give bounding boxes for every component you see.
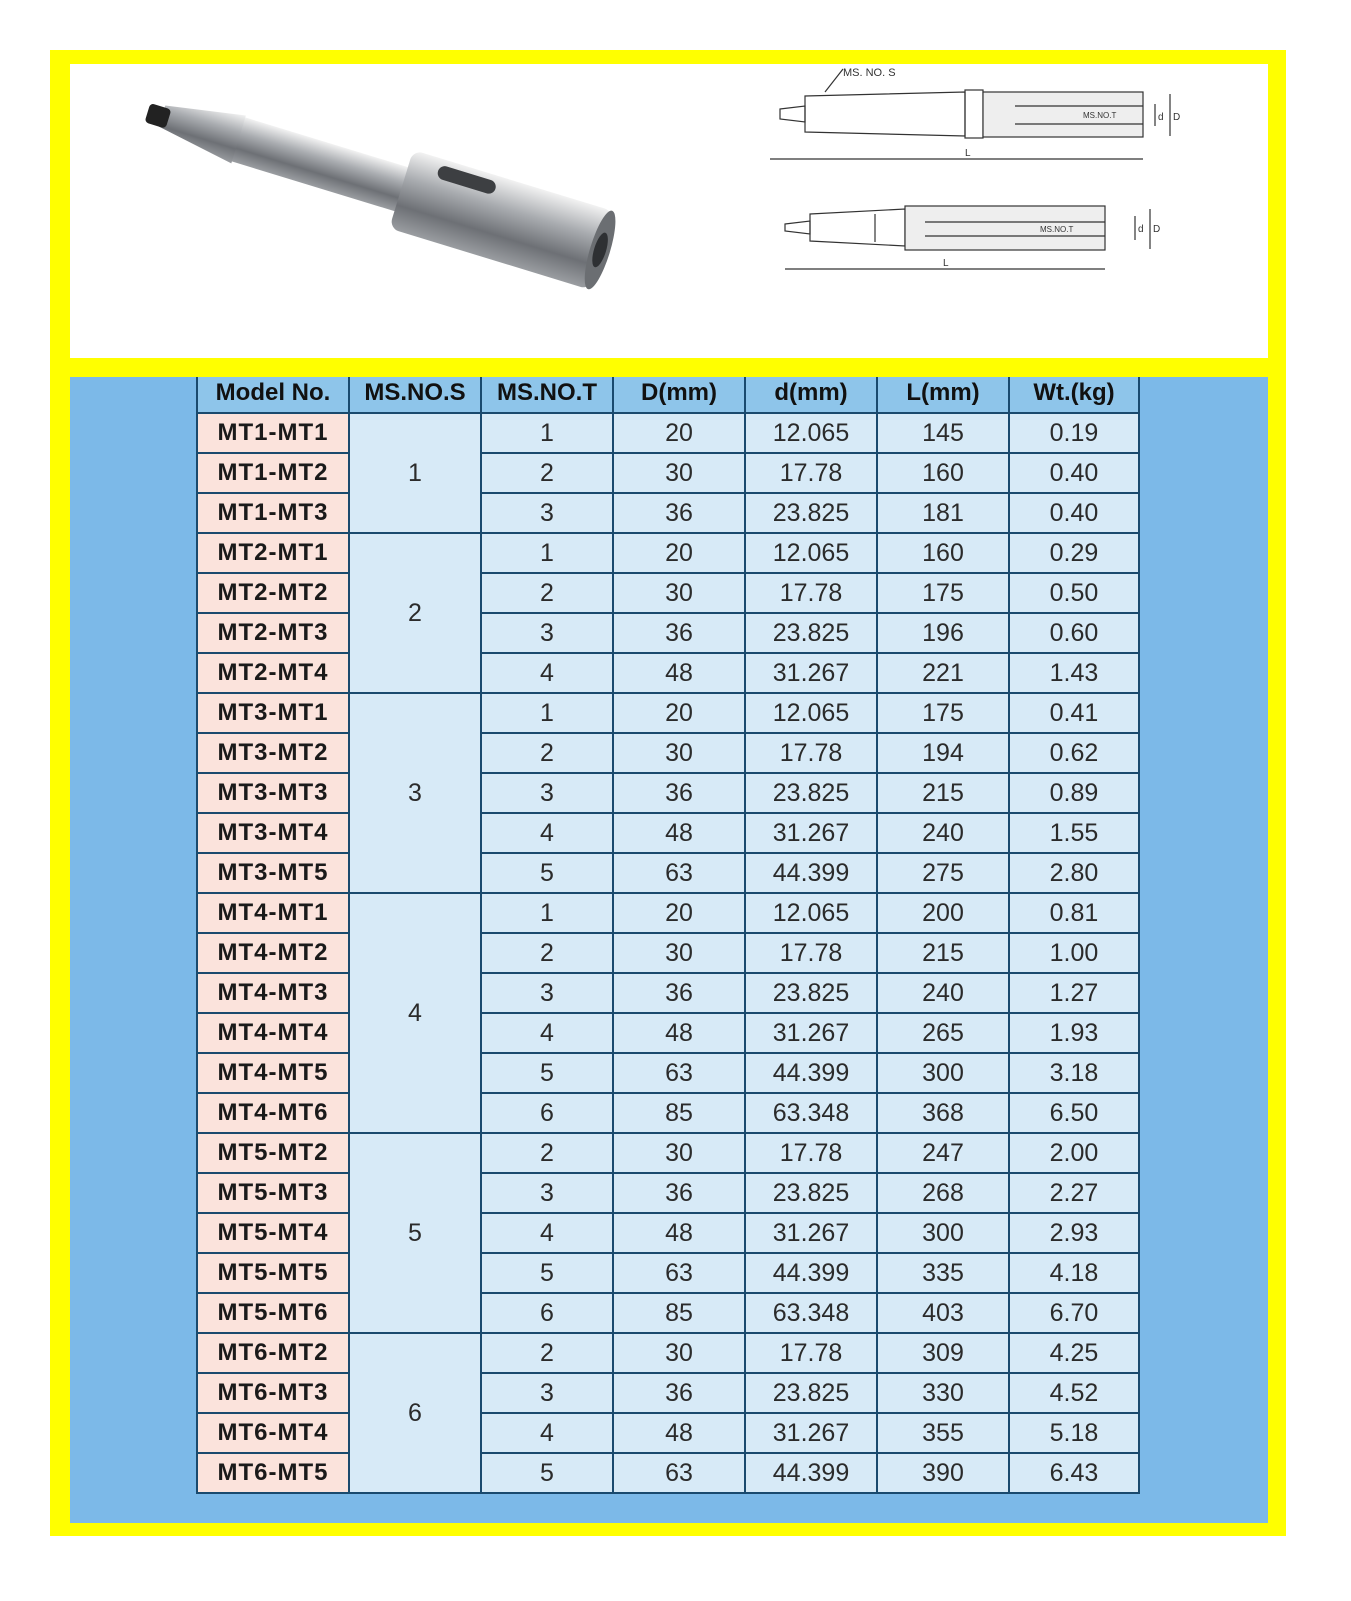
cell-L-mm: 240: [877, 973, 1009, 1013]
cell-model-no: MT3-MT3: [197, 773, 349, 813]
cell-wt-kg: 1.55: [1009, 813, 1139, 853]
cell-ms-no-s: 2: [349, 533, 481, 693]
table-row: [197, 1413, 1139, 1453]
product-image-panel: [70, 64, 1268, 358]
cell-model-no: MT5-MT3: [197, 1173, 349, 1213]
cell-ms-no-t: 2: [481, 1333, 613, 1373]
table-row: [197, 693, 1139, 733]
header-ms-no-t: MS.NO.T: [481, 377, 613, 413]
table-row: [197, 813, 1139, 853]
cell-L-mm: 300: [877, 1213, 1009, 1253]
spec-table-panel: [70, 377, 1268, 1523]
label-L-lower: L: [943, 258, 949, 269]
table-body: [197, 413, 1139, 1493]
cell-L-mm: 309: [877, 1333, 1009, 1373]
label-d-lower: d: [1138, 224, 1144, 235]
cell-wt-kg: 0.40: [1009, 493, 1139, 533]
cell-model-no: MT4-MT4: [197, 1013, 349, 1053]
cell-D-mm: 85: [613, 1093, 745, 1133]
cell-model-no: MT3-MT5: [197, 853, 349, 893]
cell-L-mm: 160: [877, 533, 1009, 573]
cell-ms-no-s: 5: [349, 1133, 481, 1333]
header-model-no: Model No.: [197, 377, 349, 413]
table-row: [197, 1453, 1139, 1493]
cell-wt-kg: 2.80: [1009, 853, 1139, 893]
cell-L-mm: 221: [877, 653, 1009, 693]
table-row: [197, 613, 1139, 653]
cell-wt-kg: 5.18: [1009, 1413, 1139, 1453]
cell-d-mm: 17.78: [745, 1333, 877, 1373]
cell-ms-no-t: 2: [481, 573, 613, 613]
cell-L-mm: 160: [877, 453, 1009, 493]
cell-d-mm: 12.065: [745, 533, 877, 573]
cell-d-mm: 31.267: [745, 1213, 877, 1253]
cell-D-mm: 36: [613, 773, 745, 813]
cell-wt-kg: 3.18: [1009, 1053, 1139, 1093]
table-row: [197, 1093, 1139, 1133]
cell-wt-kg: 6.70: [1009, 1293, 1139, 1333]
cell-ms-no-s: 6: [349, 1333, 481, 1493]
table-row: [197, 573, 1139, 613]
dimension-drawing: [765, 64, 1245, 314]
cell-wt-kg: 0.40: [1009, 453, 1139, 493]
cell-ms-no-t: 3: [481, 1173, 613, 1213]
cell-d-mm: 44.399: [745, 1453, 877, 1493]
table-row: [197, 1013, 1139, 1053]
cell-model-no: MT2-MT4: [197, 653, 349, 693]
table-row: [197, 1133, 1139, 1173]
cell-d-mm: 31.267: [745, 1013, 877, 1053]
cell-D-mm: 63: [613, 1053, 745, 1093]
cell-d-mm: 31.267: [745, 653, 877, 693]
label-ms-no-t-upper: MS.NO.T: [1083, 111, 1117, 120]
cell-L-mm: 240: [877, 813, 1009, 853]
cell-L-mm: 390: [877, 1453, 1009, 1493]
cell-wt-kg: 2.00: [1009, 1133, 1139, 1173]
cell-model-no: MT4-MT3: [197, 973, 349, 1013]
cell-L-mm: 175: [877, 573, 1009, 613]
cell-D-mm: 30: [613, 933, 745, 973]
cell-wt-kg: 4.18: [1009, 1253, 1139, 1293]
cell-wt-kg: 0.29: [1009, 533, 1139, 573]
cell-wt-kg: 0.89: [1009, 773, 1139, 813]
cell-ms-no-t: 4: [481, 653, 613, 693]
table-row: [197, 933, 1139, 973]
cell-model-no: MT5-MT4: [197, 1213, 349, 1253]
cell-D-mm: 36: [613, 1173, 745, 1213]
cell-ms-no-t: 4: [481, 1413, 613, 1453]
cell-L-mm: 200: [877, 893, 1009, 933]
cell-D-mm: 30: [613, 733, 745, 773]
table-row: [197, 493, 1139, 533]
cell-D-mm: 48: [613, 653, 745, 693]
cell-ms-no-t: 4: [481, 1213, 613, 1253]
cell-ms-no-s: 1: [349, 413, 481, 533]
cell-ms-no-t: 6: [481, 1093, 613, 1133]
table-row: [197, 733, 1139, 773]
label-D-lower: D: [1153, 224, 1161, 235]
cell-d-mm: 23.825: [745, 973, 877, 1013]
cell-L-mm: 196: [877, 613, 1009, 653]
table-row: [197, 653, 1139, 693]
cell-model-no: MT5-MT5: [197, 1253, 349, 1293]
cell-D-mm: 30: [613, 573, 745, 613]
cell-model-no: MT2-MT3: [197, 613, 349, 653]
cell-D-mm: 30: [613, 1133, 745, 1173]
cell-d-mm: 63.348: [745, 1293, 877, 1333]
cell-ms-no-s: 4: [349, 893, 481, 1133]
cell-ms-no-t: 5: [481, 1453, 613, 1493]
cell-d-mm: 17.78: [745, 933, 877, 973]
cell-d-mm: 44.399: [745, 1053, 877, 1093]
cell-L-mm: 368: [877, 1093, 1009, 1133]
cell-model-no: MT4-MT6: [197, 1093, 349, 1133]
cell-wt-kg: 2.93: [1009, 1213, 1139, 1253]
cell-D-mm: 20: [613, 413, 745, 453]
cell-D-mm: 63: [613, 1253, 745, 1293]
cell-D-mm: 85: [613, 1293, 745, 1333]
cell-model-no: MT3-MT1: [197, 693, 349, 733]
cell-d-mm: 17.78: [745, 573, 877, 613]
table-row: [197, 1373, 1139, 1413]
table-row: [197, 1293, 1139, 1333]
cell-D-mm: 36: [613, 1373, 745, 1413]
cell-ms-no-t: 1: [481, 893, 613, 933]
header-d-mm: d(mm): [745, 377, 877, 413]
cell-ms-no-t: 1: [481, 533, 613, 573]
cell-L-mm: 335: [877, 1253, 1009, 1293]
cell-L-mm: 300: [877, 1053, 1009, 1093]
cell-model-no: MT5-MT6: [197, 1293, 349, 1333]
cell-d-mm: 31.267: [745, 1413, 877, 1453]
cell-L-mm: 403: [877, 1293, 1009, 1333]
label-ms-no-t-lower: MS.NO.T: [1040, 225, 1074, 234]
cell-ms-no-t: 3: [481, 613, 613, 653]
cell-ms-no-t: 4: [481, 813, 613, 853]
cell-d-mm: 12.065: [745, 893, 877, 933]
cell-model-no: MT6-MT4: [197, 1413, 349, 1453]
cell-L-mm: 215: [877, 933, 1009, 973]
cell-ms-no-t: 2: [481, 933, 613, 973]
cell-L-mm: 265: [877, 1013, 1009, 1053]
cell-D-mm: 63: [613, 1453, 745, 1493]
cell-D-mm: 63: [613, 853, 745, 893]
cell-ms-no-t: 3: [481, 973, 613, 1013]
cell-L-mm: 275: [877, 853, 1009, 893]
cell-D-mm: 48: [613, 1013, 745, 1053]
cell-model-no: MT2-MT2: [197, 573, 349, 613]
spec-table: [196, 377, 1140, 1494]
cell-wt-kg: 0.50: [1009, 573, 1139, 613]
cell-wt-kg: 1.00: [1009, 933, 1139, 973]
cell-d-mm: 17.78: [745, 733, 877, 773]
cell-model-no: MT4-MT2: [197, 933, 349, 973]
cell-d-mm: 17.78: [745, 453, 877, 493]
cell-d-mm: 63.348: [745, 1093, 877, 1133]
label-d-upper: d: [1158, 112, 1164, 123]
cell-wt-kg: 4.25: [1009, 1333, 1139, 1373]
cell-D-mm: 48: [613, 1213, 745, 1253]
cell-wt-kg: 0.41: [1009, 693, 1139, 733]
cell-d-mm: 23.825: [745, 1373, 877, 1413]
cell-d-mm: 31.267: [745, 813, 877, 853]
cell-wt-kg: 0.19: [1009, 413, 1139, 453]
cell-ms-no-t: 3: [481, 493, 613, 533]
cell-d-mm: 23.825: [745, 493, 877, 533]
cell-wt-kg: 6.43: [1009, 1453, 1139, 1493]
cell-model-no: MT1-MT2: [197, 453, 349, 493]
table-row: [197, 1053, 1139, 1093]
cell-D-mm: 48: [613, 813, 745, 853]
cell-model-no: MT2-MT1: [197, 533, 349, 573]
cell-ms-no-t: 3: [481, 1373, 613, 1413]
cell-D-mm: 36: [613, 613, 745, 653]
header-ms-no-s: MS.NO.S: [349, 377, 481, 413]
table-row: [197, 973, 1139, 1013]
cell-L-mm: 247: [877, 1133, 1009, 1173]
cell-model-no: MT6-MT5: [197, 1453, 349, 1493]
cell-L-mm: 181: [877, 493, 1009, 533]
table-row: [197, 1253, 1139, 1293]
cell-wt-kg: 0.81: [1009, 893, 1139, 933]
cell-model-no: MT1-MT3: [197, 493, 349, 533]
taper-sleeve-photo: [130, 90, 630, 290]
cell-model-no: MT1-MT1: [197, 413, 349, 453]
cell-D-mm: 30: [613, 453, 745, 493]
cell-wt-kg: 4.52: [1009, 1373, 1139, 1413]
cell-wt-kg: 1.27: [1009, 973, 1139, 1013]
cell-wt-kg: 1.43: [1009, 653, 1139, 693]
table-header-row: [197, 377, 1139, 413]
cell-d-mm: 23.825: [745, 1173, 877, 1213]
cell-D-mm: 36: [613, 973, 745, 1013]
cell-d-mm: 44.399: [745, 1253, 877, 1293]
cell-L-mm: 175: [877, 693, 1009, 733]
header-L-mm: L(mm): [877, 377, 1009, 413]
cell-ms-no-t: 6: [481, 1293, 613, 1333]
table-row: [197, 1333, 1139, 1373]
cell-ms-no-s: 3: [349, 693, 481, 893]
cell-L-mm: 215: [877, 773, 1009, 813]
cell-ms-no-t: 1: [481, 413, 613, 453]
table-row: [197, 533, 1139, 573]
cell-D-mm: 20: [613, 693, 745, 733]
table-row: [197, 773, 1139, 813]
cell-ms-no-t: 4: [481, 1013, 613, 1053]
cell-model-no: MT3-MT2: [197, 733, 349, 773]
cell-ms-no-t: 2: [481, 453, 613, 493]
cell-wt-kg: 1.93: [1009, 1013, 1139, 1053]
cell-d-mm: 17.78: [745, 1133, 877, 1173]
cell-ms-no-t: 1: [481, 693, 613, 733]
cell-model-no: MT4-MT1: [197, 893, 349, 933]
cell-model-no: MT6-MT2: [197, 1333, 349, 1373]
label-D-upper: D: [1173, 112, 1181, 123]
label-ms-no-s: MS. NO. S: [843, 67, 896, 79]
cell-wt-kg: 0.62: [1009, 733, 1139, 773]
cell-ms-no-t: 2: [481, 1133, 613, 1173]
table-row: [197, 1173, 1139, 1213]
cell-ms-no-t: 5: [481, 853, 613, 893]
table-row: [197, 1213, 1139, 1253]
cell-D-mm: 20: [613, 533, 745, 573]
cell-D-mm: 36: [613, 493, 745, 533]
header-D-mm: D(mm): [613, 377, 745, 413]
cell-D-mm: 30: [613, 1333, 745, 1373]
cell-D-mm: 20: [613, 893, 745, 933]
cell-wt-kg: 6.50: [1009, 1093, 1139, 1133]
cell-ms-no-t: 3: [481, 773, 613, 813]
cell-L-mm: 145: [877, 413, 1009, 453]
header-wt-kg: Wt.(kg): [1009, 377, 1139, 413]
cell-d-mm: 23.825: [745, 613, 877, 653]
cell-L-mm: 194: [877, 733, 1009, 773]
cell-model-no: MT3-MT4: [197, 813, 349, 853]
cell-wt-kg: 0.60: [1009, 613, 1139, 653]
cell-model-no: MT5-MT2: [197, 1133, 349, 1173]
cell-model-no: MT6-MT3: [197, 1373, 349, 1413]
cell-ms-no-t: 5: [481, 1253, 613, 1293]
cell-d-mm: 12.065: [745, 413, 877, 453]
cell-d-mm: 12.065: [745, 693, 877, 733]
cell-L-mm: 355: [877, 1413, 1009, 1453]
table-row: [197, 853, 1139, 893]
cell-D-mm: 48: [613, 1413, 745, 1453]
cell-L-mm: 268: [877, 1173, 1009, 1213]
cell-L-mm: 330: [877, 1373, 1009, 1413]
cell-wt-kg: 2.27: [1009, 1173, 1139, 1213]
cell-d-mm: 44.399: [745, 853, 877, 893]
cell-ms-no-t: 5: [481, 1053, 613, 1093]
table-row: [197, 893, 1139, 933]
cell-ms-no-t: 2: [481, 733, 613, 773]
cell-d-mm: 23.825: [745, 773, 877, 813]
cell-model-no: MT4-MT5: [197, 1053, 349, 1093]
table-row: [197, 413, 1139, 453]
table-row: [197, 453, 1139, 493]
label-L-upper: L: [965, 148, 971, 159]
